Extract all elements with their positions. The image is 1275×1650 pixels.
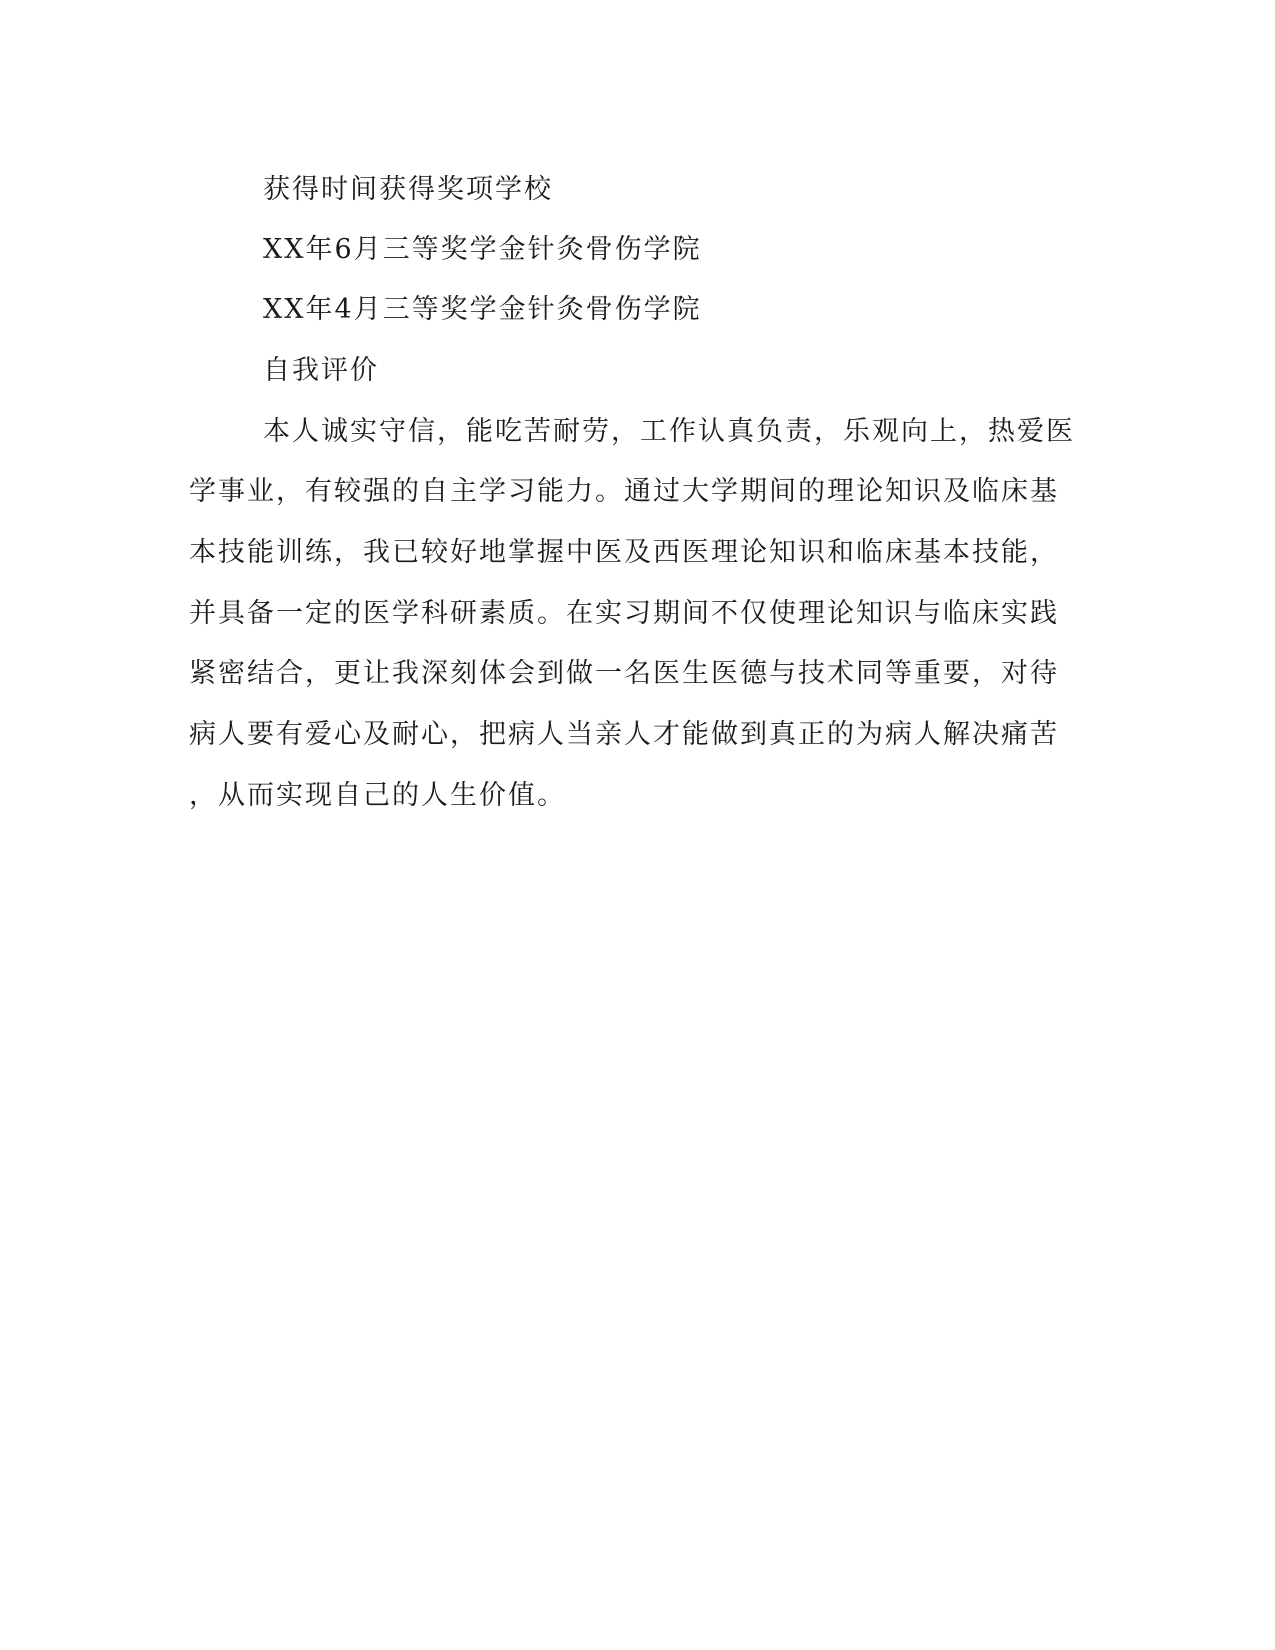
paragraph-line: 本技能训练，我已较好地掌握中医及西医理论知识和临床基本技能， <box>189 537 1059 568</box>
award-entry: XX年4月三等奖学金针灸骨伤学院 <box>263 294 702 325</box>
paragraph-line: 本人诚实守信，能吃苦耐劳，工作认真负责，乐观向上，热爱医 <box>263 416 1075 447</box>
paragraph-line: 病人要有爱心及耐心，把病人当亲人才能做到真正的为病人解决痛苦 <box>189 719 1059 750</box>
paragraph-line: ，从而实现自己的人生价值。 <box>189 780 566 811</box>
paragraph-line: 学事业，有较强的自主学习能力。通过大学期间的理论知识及临床基 <box>189 476 1059 507</box>
awards-header: 获得时间获得奖项学校 <box>263 174 553 205</box>
paragraph-line: 紧密结合，更让我深刻体会到做一名医生医德与技术同等重要，对待 <box>189 658 1059 689</box>
award-entry: XX年6月三等奖学金针灸骨伤学院 <box>263 234 702 265</box>
section-title: 自我评价 <box>263 355 379 386</box>
paragraph-line: 并具备一定的医学科研素质。在实习期间不仅使理论知识与临床实践 <box>189 598 1059 629</box>
